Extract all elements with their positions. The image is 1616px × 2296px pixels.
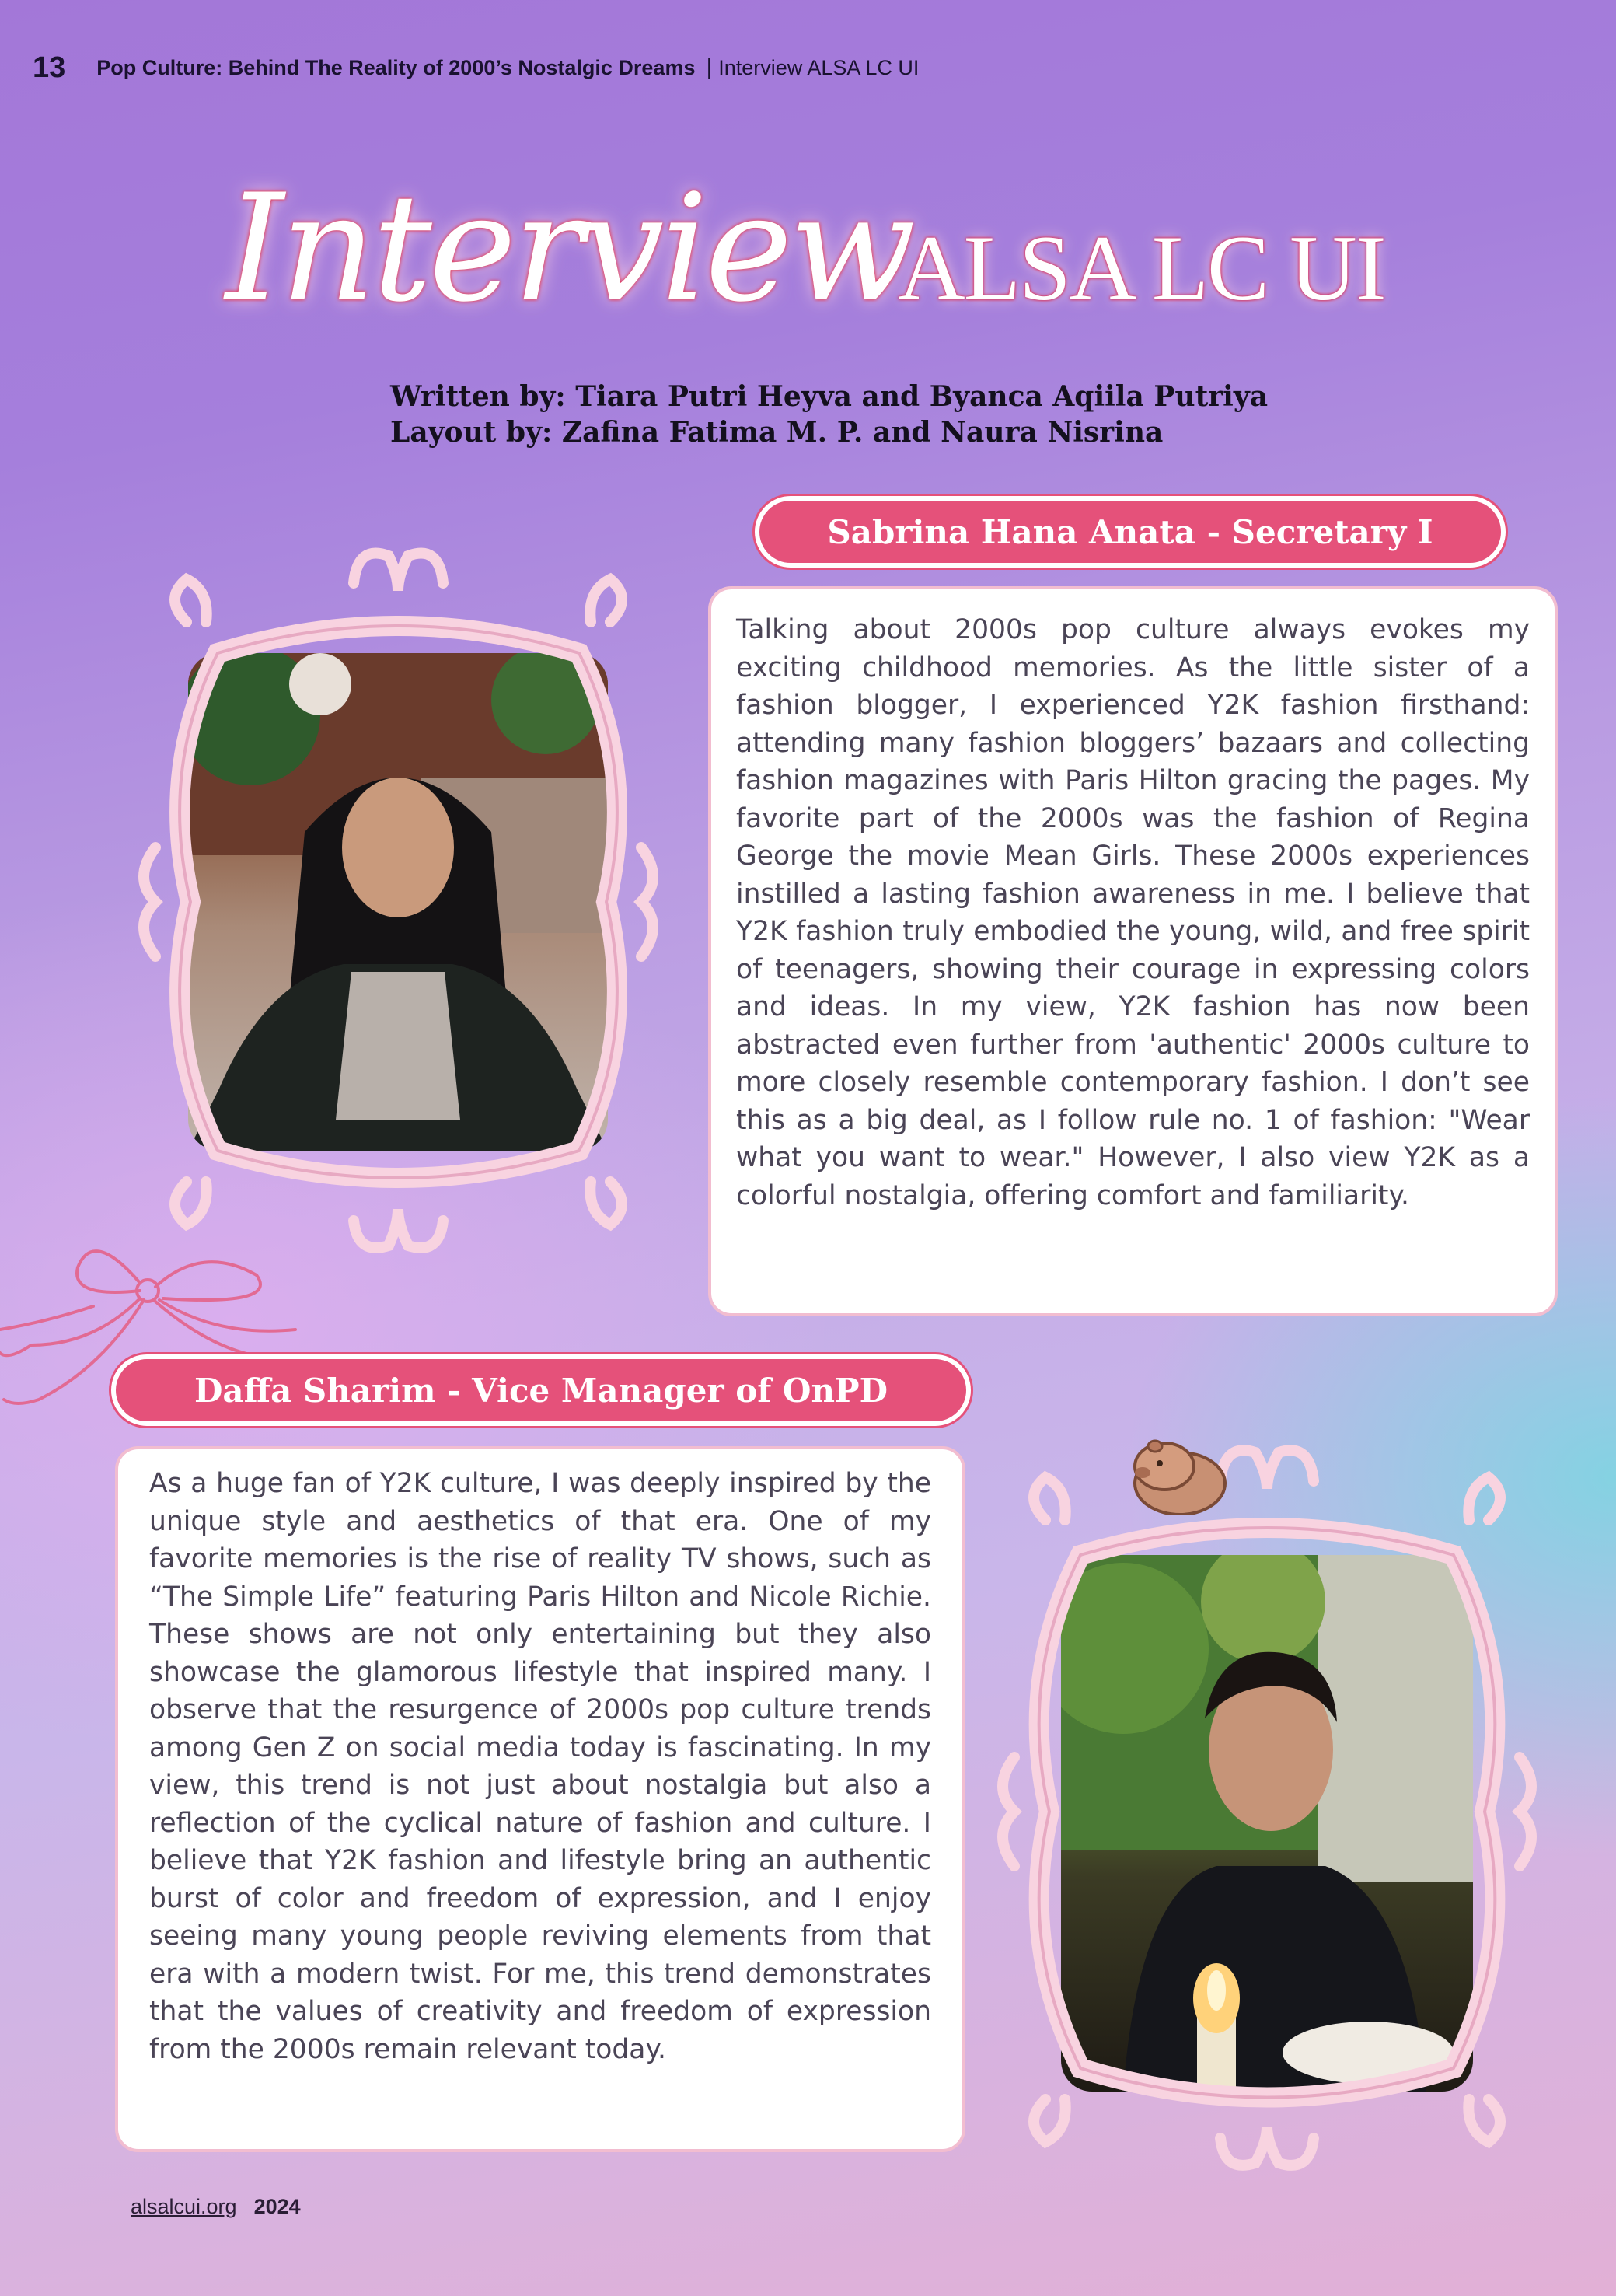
interview-answer-text: As a huge fan of Y2K culture, I was deeply inspired by the unique style and aesthetics of that era. One of my favorite memories is the rise of reality TV shows, such as “The Simple Life” featuring Paris Hilton and Nicole Richie. These shows are not only entertaining but they also showcase the glamorous lifestyle that inspired many. I observe that the resurgence of 2000s pop culture trends among Gen Z on social media today is fascinating. In my view, this trend is not just about nostalgia but also a reflection of the cyclical nature of fashion and culture. I believe that Y2K fashion and lifestyle bring an authentic burst of color and freedom of expression, and I enjoy seeing many young people reviving elements from that era with a modern twist. For me, this trend demonstrates that the values of creativity and freedom of expression from the 2000s remain relevant today.: [149, 1468, 931, 2065]
interview-answer-card: [115, 1446, 965, 2152]
credits-layout: Layout by: Zafina Fatima M. P. and Naura Nisrina: [390, 416, 1164, 449]
running-header: [33, 48, 919, 87]
ornate-frame-icon: [987, 1431, 1547, 2185]
footer-website-link[interactable]: alsalcui.org: [131, 2194, 237, 2218]
header-title: Pop Culture: Behind The Reality of 2000’s Nostalgic Dreams: [96, 55, 696, 79]
portrait-frame: [132, 536, 665, 1263]
ornate-frame-icon: [132, 536, 665, 1263]
footer-year: 2024: [253, 2194, 301, 2218]
footer: [131, 2191, 301, 2222]
interview-answer-text: Talking about 2000s pop culture always evokes my exciting childhood memories. As the little sister of a fashion blogger, I experienced Y2K fashion firsthand: attending many fashion bloggers’ bazaars and collecting fashion magazines with Paris Hilton gracing the pages. My favorite part of the 2000s was the fashion of Regina George the movie Mean Girls. These 2000s experiences instilled a lasting fashion awareness in me. I believe that Y2K fashion truly embodied the young, wild, and free spirit of teenagers, showing their courage in expressing colors and ideas. In my view, Y2K fashion has now been abstracted even further from 'authentic' 2000s culture to more closely resemble contemporary fashion. I don’t see this as a big deal, as I follow rule no. 1 of fashion: "Wear what you want to wear." However, I also view Y2K as a colorful nostalgia, offering comfort and familiarity.: [736, 614, 1530, 1211]
credits-writers: Written by: Tiara Putri Heyva and Byanca Aqiila Putriya: [390, 380, 1269, 413]
portrait-frame: [987, 1431, 1547, 2185]
credits: [390, 379, 1268, 450]
interview-answer-card: [708, 586, 1558, 1316]
header-separator: |: [706, 54, 713, 80]
masthead: [225, 156, 1438, 365]
interviewee-name-badge: Daffa Sharim - Vice Manager of OnPD: [111, 1354, 971, 1426]
masthead-script-word: Interview: [225, 163, 913, 334]
masthead-org-name: ALSA LC UI: [898, 216, 1385, 320]
capybara-icon: [1126, 1429, 1234, 1515]
interviewee-name-badge: Sabrina Hana Anata - Secretary I: [755, 496, 1506, 568]
header-section: Interview ALSA LC UI: [718, 55, 920, 79]
page-number: 13: [33, 51, 66, 84]
